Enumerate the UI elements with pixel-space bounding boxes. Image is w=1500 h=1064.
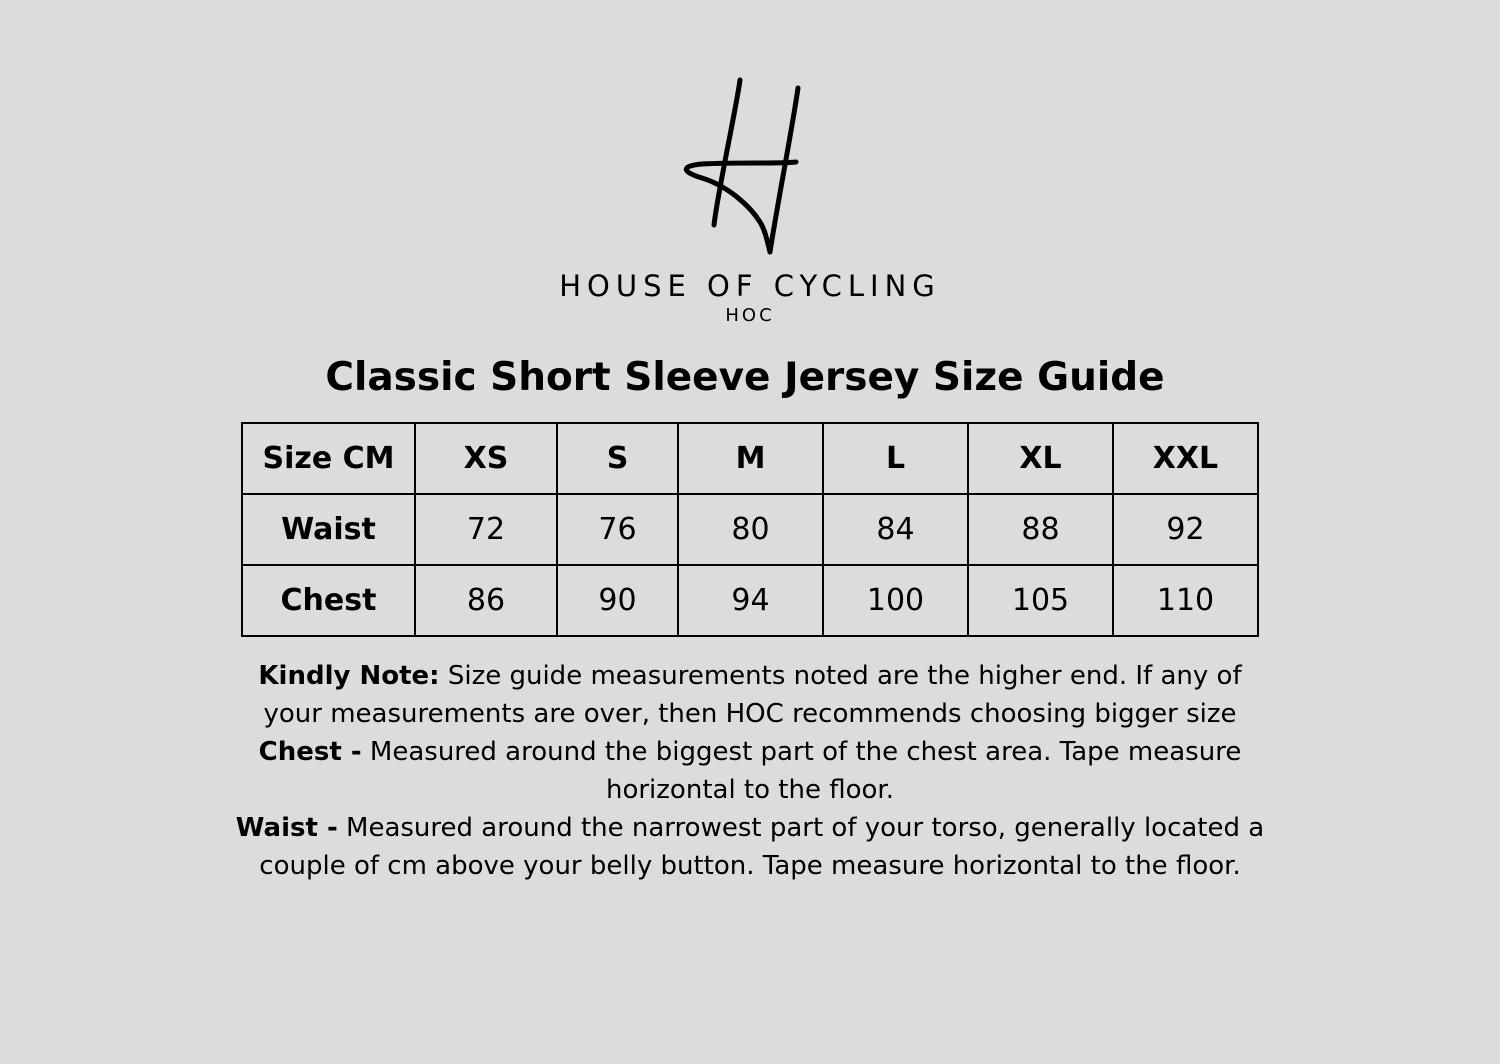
header-cell: M: [678, 423, 823, 494]
table-row: [242, 494, 1258, 565]
table-cell: 100: [823, 565, 968, 636]
header-cell: S: [557, 423, 678, 494]
header-cell: L: [823, 423, 968, 494]
table-row: [242, 565, 1258, 636]
table-cell: 110: [1113, 565, 1258, 636]
header-cell: XXL: [1113, 423, 1258, 494]
size-notes: [230, 657, 1270, 885]
table-cell: 84: [823, 494, 968, 565]
kindly-note-label: Kindly Note:: [258, 661, 440, 691]
row-label: Chest: [242, 565, 415, 636]
header-cell: XS: [415, 423, 557, 494]
table-cell: 90: [557, 565, 678, 636]
size-table: [241, 422, 1259, 637]
table-cell: 105: [968, 565, 1113, 636]
kindly-note: [230, 657, 1270, 733]
header-cell: Size CM: [242, 423, 415, 494]
waist-note: [230, 809, 1270, 885]
waist-note-text: Measured around the narrowest part of your torso, generally located a couple of cm above your belly button. Tape measure horizontal to the floor.: [259, 813, 1265, 881]
chest-note: [230, 733, 1270, 809]
table-cell: 76: [557, 494, 678, 565]
brand-abbrev: HOC: [725, 305, 775, 326]
header-cell: XL: [968, 423, 1113, 494]
table-cell: 80: [678, 494, 823, 565]
row-label: Waist: [242, 494, 415, 565]
table-cell: 92: [1113, 494, 1258, 565]
kindly-note-text: Size guide measurements noted are the higher end. If any of your measurements are over, then HOC recommends choosing bigger size: [263, 661, 1242, 729]
chest-note-label: Chest -: [258, 737, 362, 767]
waist-note-label: Waist -: [235, 813, 338, 843]
table-cell: 94: [678, 565, 823, 636]
house-of-cycling-logo-icon: [670, 70, 830, 260]
table-cell: 88: [968, 494, 1113, 565]
chest-note-text: Measured around the biggest part of the chest area. Tape measure horizontal to the floor.: [361, 737, 1242, 805]
table-cell: 86: [415, 565, 557, 636]
brand-name: HOUSE OF CYCLING: [559, 269, 941, 303]
table-cell: 72: [415, 494, 557, 565]
table-header-row: [242, 423, 1258, 494]
page-title: Classic Short Sleeve Jersey Size Guide: [325, 355, 1165, 400]
